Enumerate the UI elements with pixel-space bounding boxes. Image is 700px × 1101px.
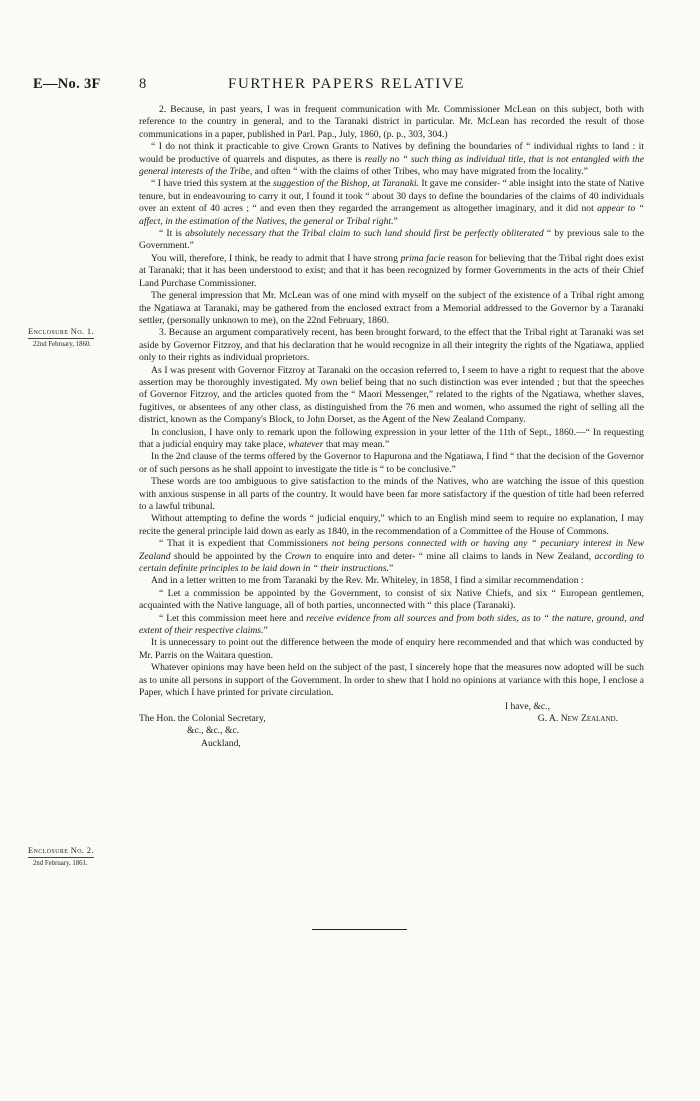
document-reference: E—No. 3F: [33, 76, 101, 92]
page-number: 8: [139, 76, 147, 92]
addressee-line: The Hon. the Colonial Secretary, G. A. New Zealand.: [139, 713, 644, 725]
letter-body: [139, 104, 644, 750]
paragraph: It is unnecessary to point out the difference between the mode of enquiry here recommended and that which was conducted by Mr. Parris on the Waitara question.: [139, 637, 644, 661]
paragraph: 3. Because an argument comparatively recent, has been brought forward, to the effect that the Tribal right at Taranaki was set aside by Governor Fitzroy, and that his declaration that he would recognize in all their integrity the rights of the Ngatiawa, applied only to their rights as individual proprietors.: [139, 327, 644, 364]
quotation: “ It is absolutely necessary that the Tribal claim to such land should first be perfectly obliterated “ by previous sale to the Government.”: [139, 228, 644, 252]
quotation: “ That it is expedient that Commissioners not being persons connected with or having any “ pecuniary interest in New Zealand should be appointed by the Crown to enquire into and deter- “ mine all claims to lands in New Zealand, according to certain definite principles to be laid down in “ their instructions.”: [139, 538, 645, 575]
paragraph: As I was present with Governor Fitzroy at Taranaki on the occasion referred to, I seem to have a right to request that the above assertion may be thoroughly investigated. My own belief being that no such distinction was ever intended ; but that the speeches of Governor Fitzroy, and the articles quoted from the “ Maori Messenger,” related to the rights of the Ngatiawa, whether slaves, fugitives, or absentees of any other class, as distinguished from the 76 men and women, who assumed the right of selling all the district, known as the Company's Block, to John Dorset, as the Agent of the New Zealand Company.: [139, 364, 644, 426]
paragraph: The general impression that Mr. McLean was of one mind with myself on the subject of the existence of a Tribal right among the Ngatiawa at Taranaki, may be gathered from the enclosed extract from a Memorial addressed to the Governor by a Taranaki settler, (personally unknown to me), on the 22nd February, 1860.: [139, 290, 644, 326]
paragraph: Whatever opinions may have been held on the subject of the past, I sincerely hope that the measures now adopted will be such as to unite all persons in support of the Government. In order to shew that I hold no opinions at variance with this hope, I enclose a Paper, which I have printed for private circulation.: [139, 662, 644, 699]
margin-note-date: 22nd February, 1860.: [33, 341, 92, 348]
paragraph: And in a letter written to me from Taranaki by the Rev. Mr. Whiteley, in 1858, I find a similar recommendation :: [151, 575, 584, 587]
addressee-line: &c., &c., &c.: [187, 725, 240, 737]
quotation: “ Let a commission be appointed by the Government, to consist of six Native Chiefs, and six “ European gentlemen, acquainted with the Native language, all of both parties, unconnected with “ this place (Taranaki).: [139, 587, 644, 612]
quotation: “ Let this commission meet here and receive evidence from all sources and from both sides, as to “ the nature, ground, and extent of their respective claims.”: [139, 612, 644, 637]
page-header: [0, 76, 700, 98]
margin-note-enclosure-1: [28, 327, 130, 350]
margin-note-title: Enclosure No. 1.: [28, 327, 94, 339]
paragraph: You will, therefore, I think, be ready to admit that I have strong prima facie reason for believing that the Tribal right does exist at Taranaki; that it has been understood to exist; and that it has been recognized by former Governments in the acts of their Chief Land Purchase Commissioner.: [139, 252, 645, 289]
paragraph: Without attempting to define the words “ judicial enquiry,” which to an English mind seem to require no explanation, I may recite the general principle laid down as early as 1840, in the recommendation of a Committee of the House of Commons.: [139, 513, 644, 537]
margin-note-enclosure-2: [28, 846, 130, 869]
addressee-line: Auckland,: [201, 737, 241, 749]
paragraph: 2. Because, in past years, I was in frequent communication with Mr. Commissioner McLean on this subject, both with reference to the country in general, and to the Taranaki district in particular. Mr. McLean has recorded the result of those communications in a paper, published in Parl. Pap., July, 1860, (p. p., 303, 304.): [139, 104, 644, 140]
closing-rule: [312, 929, 407, 930]
margin-note-title: Enclosure No. 2.: [28, 846, 94, 858]
running-title: FURTHER PAPERS RELATIVE: [228, 76, 466, 92]
paragraph: In conclusion, I have only to remark upon the following expression in your letter of the 11th of Sept., 1860.—“ In requesting that a judicial enquiry may take place, whatever that may mean.”: [139, 426, 644, 450]
paragraph: In the 2nd clause of the terms offered by the Governor to Hapurona and the Ngatiawa, I find “ that the decision of the Governor or of such persons as he shall appoint to investigate the title is “ to be conclusive.”: [139, 451, 644, 475]
quotation: “ I do not think it practicable to give Crown Grants to Natives by defining the boundaries of “ individual rights to land : it would be productive of quarrels and disputes, as there is really no “ such thing as individual title, that is not entangled with the general interests of the Tribe, and often “ with the claims of other Tribes, who may have migrated from the locality.”: [139, 141, 644, 178]
quotation: “ I have tried this system at the suggestion of the Bishop, at Taranaki. It gave me consider- “ able insight into the state of Native tenure, but in endeavouring to carry it out, I found it took “ about 30 days to define the boundaries of the claims of 40 individuals over an extent of 40 acres ; “ and even then they regarded the arrangement as altogether imaginary, and it did not appear to “ affect, in the estimation of the Natives, the general or Tribal right.”: [139, 178, 644, 227]
signer-name: G. A. New Zealand.: [537, 712, 618, 724]
closing-line: I have, &c.,: [504, 700, 550, 712]
margin-note-date: 2nd February, 1861.: [33, 860, 88, 867]
paragraph: These words are too ambiguous to give satisfaction to the minds of the Natives, who are watching the issue of this question with anxious suspense in all parts of the country. It would have been far more satisfactory if the question of title had been referred to a lawful tribunal.: [139, 476, 644, 512]
